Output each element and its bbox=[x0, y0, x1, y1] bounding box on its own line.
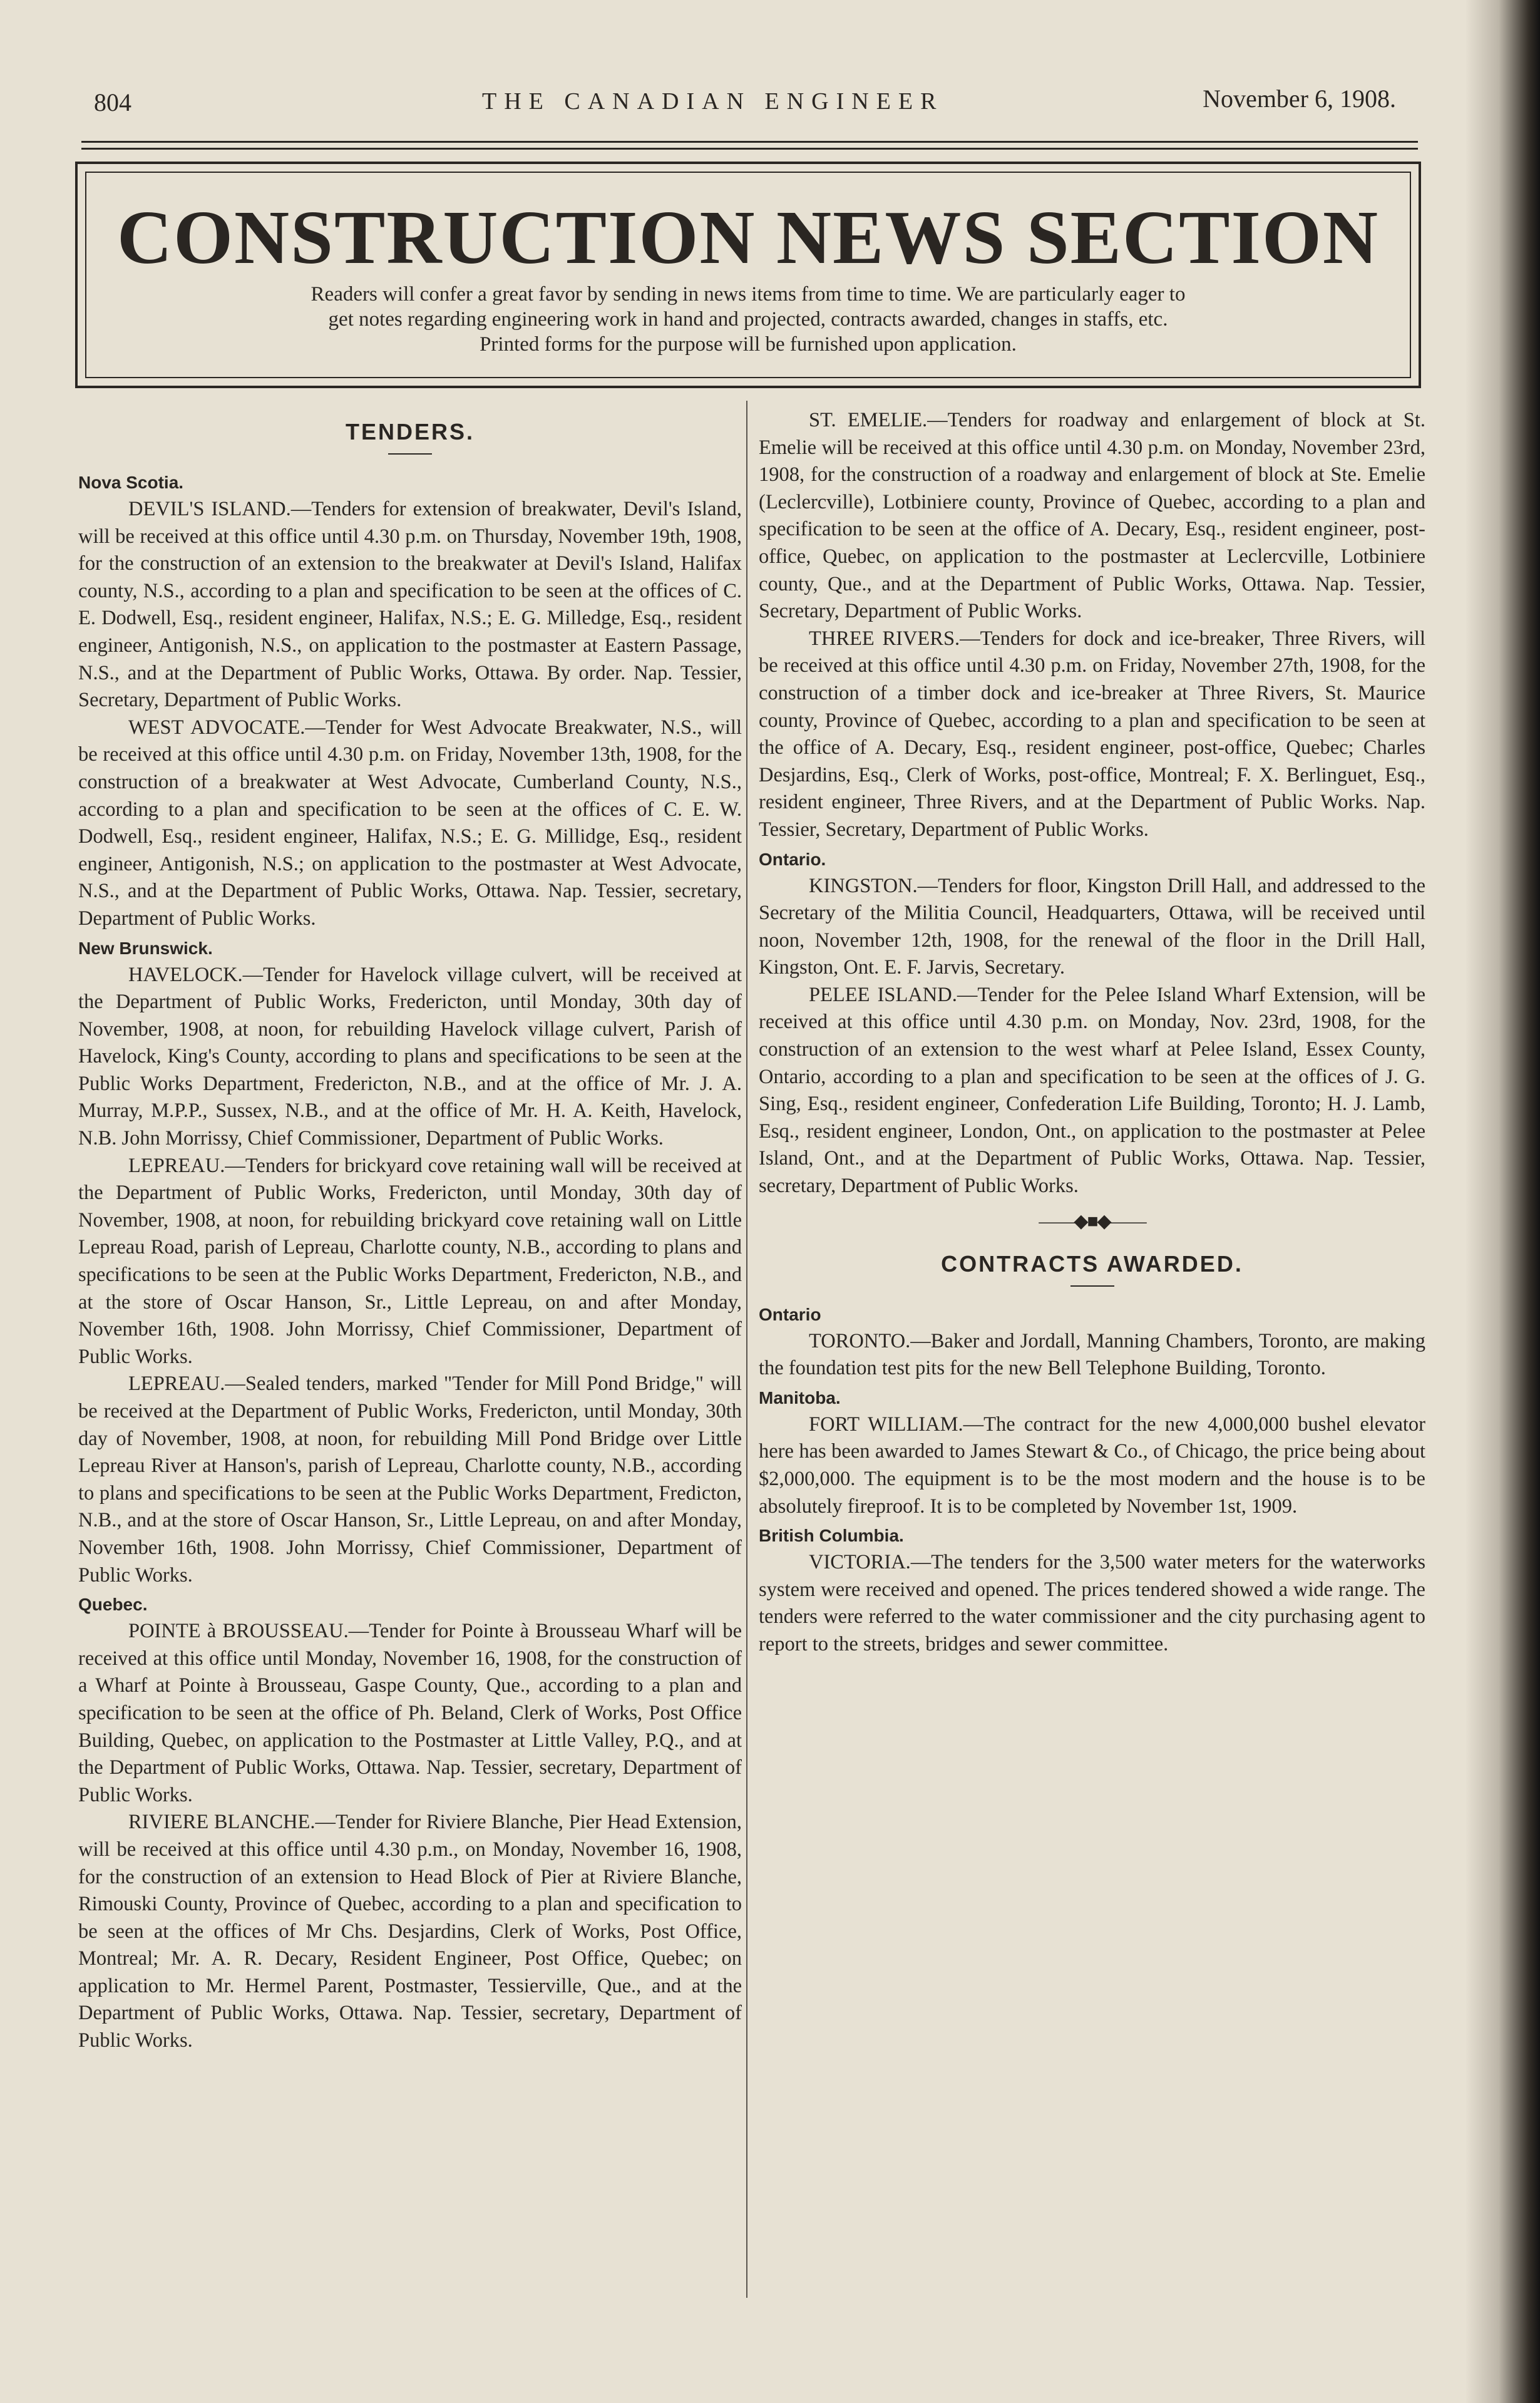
fort-william-contract: FORT WILLIAM.—The contract for the new 4,000,000 bushel elevator here has been awarded to James Stewart & Co., of Chicago, the price being about $2,000,000. The equipment is to be the most modern and the house is to be absolutely fireproof. It is to be completed by November 1st, 1909. bbox=[759, 1412, 1425, 1518]
british-columbia-heading: British Columbia. bbox=[759, 1526, 904, 1546]
banner-notice-line-1: Readers will confer a great favor by sending in news items from time to time. We are particularly eager to bbox=[311, 283, 1186, 306]
banner-notice bbox=[115, 282, 1381, 357]
page-edge-shadow bbox=[1465, 0, 1540, 2403]
journal-title: THE CANADIAN ENGINEER bbox=[482, 88, 944, 115]
banner-notice-line-2: get notes regarding engineering work in hand and projected, contracts awarded, changes in staffs, etc. bbox=[328, 308, 1168, 331]
kingston-notice: KINGSTON.—Tenders for floor, Kingston Drill Hall, and addressed to the Secretary of the Militia Council, Headquarters, Ottawa, will be received until noon, November 12th, 1908, for the renewal of the floor in the Drill Hall, Kingston, Ont. E. F. Jarvis, Secretary. bbox=[759, 874, 1425, 979]
west-advocate-notice: WEST ADVOCATE.—Tender for West Advocate Breakwater, N.S., will be received at this office until 4.30 p.m. on Friday, November 13th, 1908, for the construction of a breakwater at West Advocate, Cumberland County, N.S., according to a plan and specification to be seen at the offices of C. E. W. Dodwell, Esq., resident engineer, Halifax, N.S.; E. G. Millidge, Esq., resident engineer, Antigonish, N.S.; on application to the postmaster at West Advocate, N.S., and at the Department of Public Works, Ottawa. Nap. Tessier, secretary, Department of Public Works. bbox=[78, 716, 742, 930]
havelock-notice: HAVELOCK.—Tender for Havelock village culvert, will be received at the Department of Public Works, Fredericton, until Monday, 30th day of November, 1908, at noon, for rebuilding Havelock village culvert, Parish of Havelock, King's County, according to plans and specifications to be seen at the Public Works Department, Fredericton, N.B., and at the office of Mr. J. A. Murray, M.P.P., Sussex, N.B., and at the office of Mr. H. A. Keith, Havelock, N.B. John Morrissy, Chief Commissioner, Department of Public Works. bbox=[78, 963, 742, 1150]
section-banner bbox=[75, 162, 1421, 388]
right-column bbox=[759, 407, 1425, 1659]
quebec-heading: Quebec. bbox=[78, 1595, 148, 1615]
st-emelie-notice: ST. EMELIE.—Tenders for roadway and enlargement of block at St. Emelie will be received at this office until 4.30 p.m. on Monday, November 23rd, 1908, for the construction of a roadway and enlargement of block at Ste. Emelie (Leclercville), Lotbiniere county, Province of Quebec, according to a plan and specification to be seen at the office of A. Decary, Esq., resident engineer, post-office, Quebec, on application to the postmaster at Leclercville, Lotbiniere county, Que., and at the Department of Public Works, Ottawa. Nap. Tessier, Secretary, Department of Public Works. bbox=[759, 409, 1425, 623]
ontario-tenders-heading: Ontario. bbox=[759, 849, 826, 869]
header-rule-top bbox=[81, 141, 1418, 143]
banner-notice-line-3: Printed forms for the purpose will be furnished upon application. bbox=[480, 333, 1017, 356]
lepreau-retaining-wall-notice: LEPREAU.—Tenders for brickyard cove retaining wall will be received at the Department of Public Works, Fredericton, until Monday, 30th day of November, 1908, at noon, for rebuilding brickyard cove retaining wall on Little Lepreau Road, parish of Lepreau, Charlotte county, N.B., according to plans and specifications to be seen at the Public Works Department, Fredericton, N.B., and at the store of Oscar Hanson, Sr., Little Lepreau, on and after Monday, November 16th, 1908. John Morrissy, Chief Commissioner, Department of Public Works. bbox=[78, 1154, 742, 1368]
devils-island-notice: DEVIL'S ISLAND.—Tenders for extension of breakwater, Devil's Island, will be received at this office until 4.30 p.m. on Thursday, November 19th, 1908, for the construction of an extension to the breakwater at Devil's Island, Halifax county, N.S., according to a plan and specification to be seen at the offices of C. E. Dodwell, Esq., resident engineer, Halifax, N.S.; E. G. Milledge, Esq., resident engineer, Antigonish, N.S., on application to the postmaster at Eastern Passage, N.S., and at the Department of Public Works, Ottawa. By order. Nap. Tessier, Secretary, Department of Public Works. bbox=[78, 498, 742, 712]
contracts-awarded-heading: CONTRACTS AWARDED. bbox=[941, 1250, 1243, 1277]
tenders-heading: TENDERS. bbox=[345, 419, 475, 445]
tenders-heading-rule bbox=[388, 453, 432, 455]
toronto-contract: TORONTO.—Baker and Jordall, Manning Chambers, Toronto, are making the foundation test pits for the new Bell Telephone Building, Toronto. bbox=[759, 1329, 1425, 1380]
lepreau-mill-pond-bridge-notice: LEPREAU.—Sealed tenders, marked "Tender for Mill Pond Bridge," will be received at the Department of Public Works, Fredericton, until Monday, 30th day of November, 1908, at noon, for rebuilding Mill Pond Bridge over Little Lepreau River at Hanson's, parish of Lepreau, Charlotte county, N.B., according to plans and specifications to be seen at the Public Works Department, Fredicton, N.B., and at the store of Oscar Hanson, Sr., Little Lepreau, on and after Monday, November 16th, 1908. John Morrissy, Chief Commissioner, Department of Public Works. bbox=[78, 1372, 742, 1587]
pelee-island-notice: PELEE ISLAND.—Tender for the Pelee Island Wharf Extension, will be received at this office until 4.30 p.m. on Monday, Nov. 23rd, 1908, for the construction of an extension to the west wharf at Pelee Island, Essex County, Ontario, according to a plan and specification to be seen at the offices of J. G. Sing, Esq., resident engineer, Confederation Life Building, Toronto; H. J. Lamb, Esq., resident engineer, London, Ont., on application to the postmaster at Pelee Island, Ont., and at the Department of Public Works, Ottawa. Nap. Tessier, secretary, Department of Public Works. bbox=[759, 983, 1425, 1198]
three-rivers-notice: THREE RIVERS.—Tenders for dock and ice-breaker, Three Rivers, will be received at this office until 4.30 p.m. on Friday, November 27th, 1908, for the construction of a timber dock and ice-breaker at Three Rivers, St. Maurice county, Province of Quebec, according to a plan and specification to be seen at the office of A. Decary, Esq., resident engineer, post-office, Quebec; Charles Desjardins, Esq., Clerk of Works, post-office, Montreal; F. X. Berlinguet, Esq., resident engineer, Three Rivers, and at the Department of Public Works. Nap. Tessier, Secretary, Department of Public Works. bbox=[759, 627, 1425, 841]
pointe-a-brousseau-notice: POINTE à BROUSSEAU.—Tender for Pointe à Brousseau Wharf will be received at this office until Monday, November 16, 1908, for the construction of a Wharf at Pointe à Brousseau, Gaspe County, Que., according to a plan and specification to be seen at the office of Ph. Beland, Clerk of Works, Post Office Building, Quebec, on application to the Postmaster at Little Valley, P.Q., and at the Department of Public Works, Ottawa. Nap. Tessier, secretary, Department of Public Works. bbox=[78, 1620, 742, 1806]
riviere-blanche-notice: RIVIERE BLANCHE.—Tender for Riviere Blanche, Pier Head Extension, will be received at this office until 4.30 p.m., on Monday, November 16, 1908, for the construction of an extension to Head Block of Pier at Riviere Blanche, Rimouski County, Province of Quebec, according to a plan and specification to be seen at the offices of Mr Chs. Desjardins, Clerk of Works, Post Office, Montreal; Mr. A. R. Decary, Resident Engineer, Post Office, Quebec; on application to Mr. Hermel Parent, Postmaster, Tessierville, Que., and at the Department of Public Works, Ottawa. Nap. Tessier, secretary, Department of Public Works. bbox=[78, 1811, 742, 2052]
header-rule-bottom bbox=[81, 148, 1418, 150]
running-header bbox=[94, 85, 1396, 131]
new-brunswick-heading: New Brunswick. bbox=[78, 938, 213, 958]
section-ornament: ——◆■◆—— bbox=[1039, 1210, 1146, 1232]
column-divider bbox=[746, 401, 747, 2298]
victoria-contract: VICTORIA.—The tenders for the 3,500 water meters for the waterworks system were received and opened. The prices tendered showed a wide range. The tenders were referred to the water commissioner and the city purchasing agent to report to the streets, bridges and sewer committee. bbox=[759, 1551, 1425, 1655]
contracts-heading-rule bbox=[1070, 1285, 1114, 1287]
issue-date: November 6, 1908. bbox=[1203, 85, 1396, 113]
banner-title: CONSTRUCTION NEWS SECTION bbox=[117, 195, 1379, 280]
left-column bbox=[78, 407, 742, 2055]
nova-scotia-heading: Nova Scotia. bbox=[78, 473, 184, 492]
manitoba-heading: Manitoba. bbox=[759, 1387, 841, 1407]
ontario-contracts-heading: Ontario bbox=[759, 1304, 821, 1324]
page-number: 804 bbox=[94, 88, 131, 116]
